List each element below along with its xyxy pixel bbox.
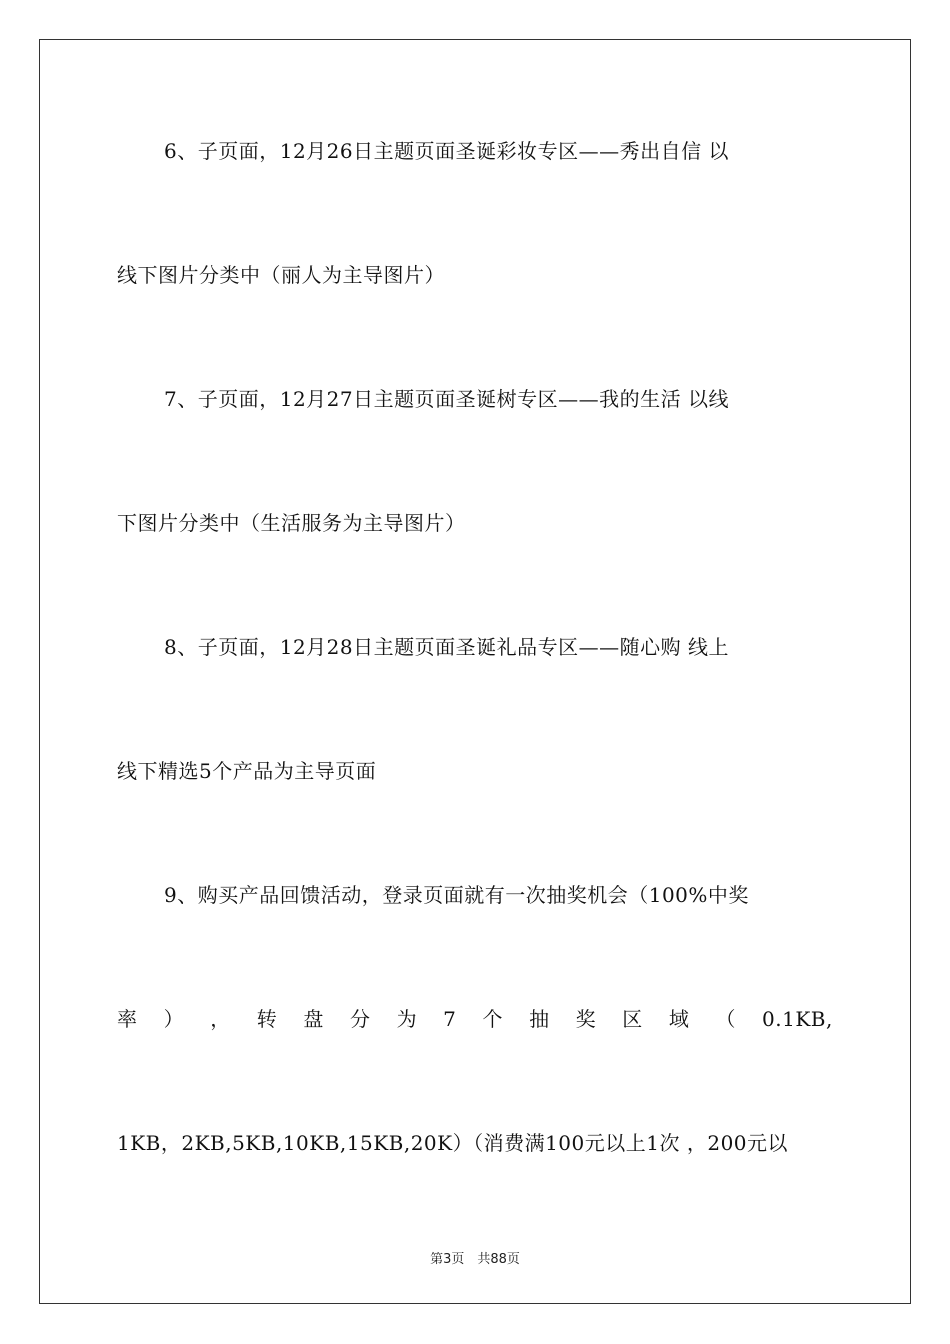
paragraph-line-3: 7、子页面，12月27日主题页面圣诞树专区——我的生活 以线 — [164, 387, 729, 411]
paragraph-line-4: 下图片分类中（生活服务为主导图片） — [117, 511, 466, 535]
justified-token: ， — [210, 1007, 231, 1031]
paragraph-line-2: 线下图片分类中（丽人为主导图片） — [117, 263, 445, 287]
justified-token: 抽 — [529, 1007, 550, 1031]
justified-token: 分 — [349, 1007, 371, 1031]
justified-token: （ — [715, 1007, 736, 1031]
justified-token: 率 — [117, 1007, 138, 1031]
justified-token: 7 — [443, 1007, 457, 1031]
page-number-footer: 第3页 共88页 — [430, 1252, 520, 1267]
paragraph-line-7: 9、购买产品回馈活动，登录页面就有一次抽奖机会（100%中奖 — [164, 883, 749, 907]
paragraph-line-6: 线下精选5个产品为主导页面 — [117, 759, 377, 783]
paragraph-line-5: 8、子页面，12月28日主题页面圣诞礼品专区——随心购 线上 — [164, 635, 729, 659]
justified-token: 区 — [622, 1007, 643, 1031]
page-border — [39, 39, 911, 1304]
justified-token: 奖 — [575, 1007, 597, 1031]
justified-token: 域 — [668, 1007, 690, 1031]
justified-token: 盘 — [303, 1007, 324, 1031]
justified-token: ） — [163, 1007, 185, 1031]
justified-token: 0.1KB, — [762, 1007, 833, 1031]
justified-token: 为 — [396, 1007, 418, 1031]
justified-token: 转 — [256, 1007, 278, 1031]
paragraph-line-8 — [117, 1005, 833, 1033]
paragraph-line-1: 6、子页面，12月26日主题页面圣诞彩妆专区——秀出自信 以 — [164, 139, 729, 163]
paragraph-line-9: 1KB，2KB,5KB,10KB,15KB,20K）（消费满100元以上1次 ，200元以 — [117, 1131, 789, 1155]
justified-token: 个 — [482, 1007, 503, 1031]
